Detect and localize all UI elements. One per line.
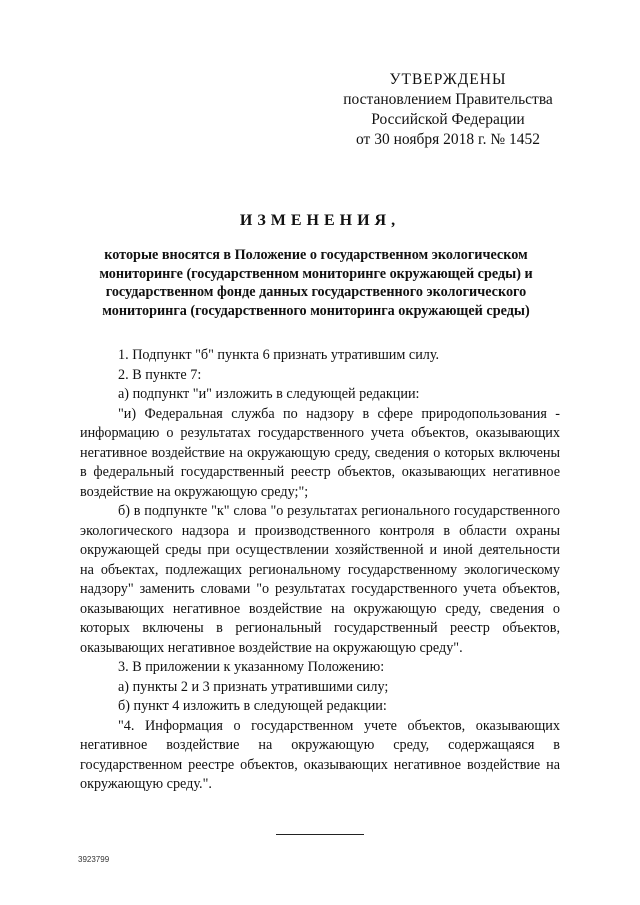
approval-line-2: Российской Федерации [371, 111, 525, 128]
paragraph-1: 1. Подпункт "б" пункта 6 признать утратившим силу. [118, 347, 440, 363]
paragraph-3a: а) пункты 2 и 3 признать утратившими силу; [118, 678, 389, 695]
closing-divider [276, 834, 364, 835]
paragraph-3b: б) пункт 4 изложить в следующей редакции: [118, 698, 387, 714]
document-body [80, 346, 560, 795]
document-subtitle: которые вносятся в Положение о государственном экологическом мониторинге (государственном мониторинге окружающей среды) и государственном фонде данных государственного экологического мониторинга (государственного мониторинга окружающей среды) [99, 247, 533, 319]
approval-line-3: от 30 ноября 2018 г. № 1452 [356, 131, 540, 148]
paragraph-3: 3. В приложении к указанному Положению: [118, 659, 385, 675]
paragraph-3b-text: "4. Информация о государственном учете объектов, оказывающих негативное воздействие на окружающую среду, содержащаяся в государственном реестре объектов, оказывающих негативное воздействие на окружающую среду.". [80, 717, 560, 792]
paragraph-2a: а) подпункт "и" изложить в следующей редакции: [118, 386, 420, 402]
approval-block [330, 70, 566, 150]
paragraph-2a-text: "и) Федеральная служба по надзору в сфере природопользования - информацию о результатах государственного учета объектов, оказывающих негативное воздействие на окружающую среду, сведения о которых включены в федеральный государственный реестр объектов, оказывающих негативное воздействие на окружающую среду;"; [80, 405, 560, 500]
document-title: ИЗМЕНЕНИЯ, [239, 212, 401, 229]
document-id: 3923799 [78, 855, 110, 864]
approval-heading: УТВЕРЖДЕНЫ [389, 71, 507, 88]
paragraph-2: 2. В пункте 7: [118, 366, 202, 383]
approval-line-1: постановлением Правительства [343, 91, 553, 108]
paragraph-2b: б) в подпункте "к" слова "о результатах регионального государственного экологического надзора и производственного контроля в области охраны окружающей среды при осуществлении хозяйственной и иной деятельности на объектах, подлежащих региональному государственному экологическому надзору" заменить словами "о результатах государственного учета объектов, оказывающих негативное воздействие на окружающую среду, сведения о которых включены в региональный государственный реестр объектов, оказывающих негативное воздействие на окружающую среду". [80, 503, 560, 656]
